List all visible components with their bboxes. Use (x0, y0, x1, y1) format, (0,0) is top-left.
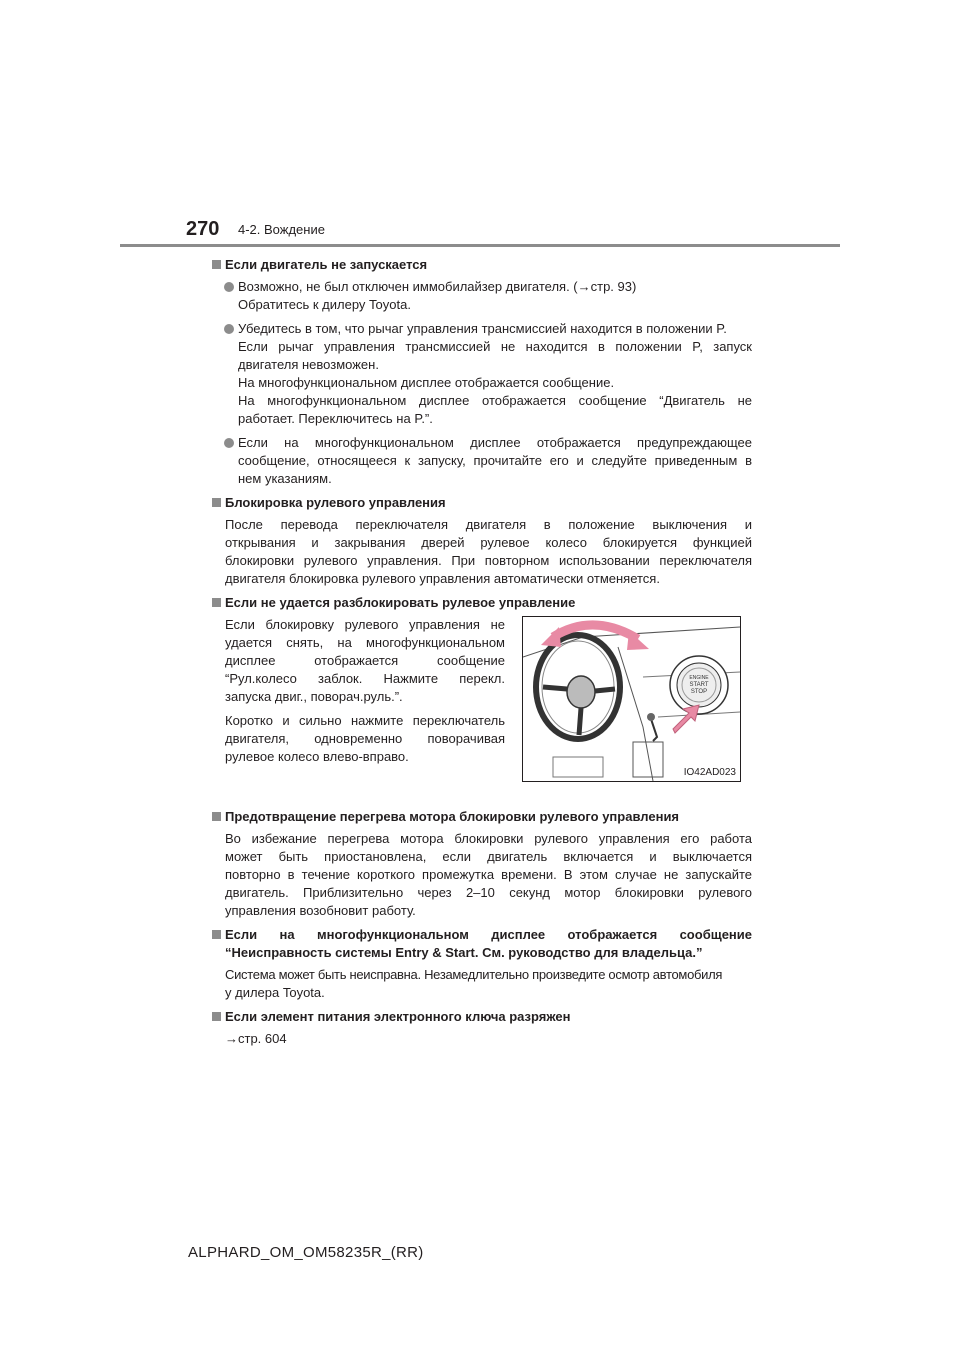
push-arrow-icon (673, 705, 699, 733)
steering-wheel-icon (536, 635, 620, 739)
text-line: После перевода переключателя двигателя в положение выключения и (225, 517, 752, 532)
figure-text (225, 616, 505, 772)
section-title: 4-2. Вождение (238, 222, 325, 237)
text-line: На многофункциональном дисплее отображается сообщение. (238, 375, 615, 390)
heading-entry-start-malfunction (212, 926, 752, 962)
heading-overheat-prevention: Предотвращение перегрева мотора блокировки рулевого управления (212, 808, 752, 826)
text-line: Возможно, не был отключен иммобилайзер двигателя. (→стр. 93) (238, 279, 637, 294)
footer-code: ALPHARD_OM_OM58235R_(RR) (188, 1244, 424, 1261)
paragraph-steering-lock (212, 516, 752, 588)
text-line: запуска двиг., поворач.руль.”. (225, 689, 403, 704)
text-line: двигателя невозможен. (238, 357, 379, 372)
bullet-immobilizer (212, 278, 752, 314)
page-number: 270 (186, 218, 220, 240)
text-line: Обратитесь к дилеру Toyota. (238, 297, 411, 312)
text-line: “Рул.колесо заблок. Нажмите перекл. (225, 671, 505, 686)
heading-engine-not-starting: Если двигатель не запускается (212, 256, 752, 274)
text-line: Если рычаг управления трансмиссией не находится в положении P, запуск (238, 339, 752, 354)
text-line: повторно в течение короткого промежутка времени. В этом случае не запускайте (225, 867, 752, 882)
text-line: удается снять, на многофункциональном (225, 635, 505, 650)
figure-code: IO42AD023 (683, 767, 736, 778)
text-line: Если на многофункциональном дисплее отображается сообщение (225, 927, 752, 942)
text-line: может быть приостановлена, если двигатель включается и выключается (225, 849, 752, 864)
paragraph-overheat (212, 830, 752, 920)
heading-key-battery: Если элемент питания электронного ключа разряжен (212, 1008, 752, 1026)
page-reference (212, 1030, 752, 1048)
text-line: нем указаниям. (238, 471, 332, 486)
text-line: “Неисправность системы Entry & Start. См. руководство для владельца.” (225, 945, 703, 960)
text-line: блокировки рулевого управления. При повторном использовании переключателя (225, 553, 752, 568)
paragraph-unlock-message (225, 616, 505, 706)
button-label: START (689, 682, 709, 688)
page-content (212, 256, 752, 1054)
text-line: управления возобновит работу. (225, 903, 416, 918)
text-line: Коротко и сильно нажмите переключатель (225, 713, 505, 728)
bullet-shift-lever (212, 320, 752, 428)
text-line: Система может быть неисправна. Незамедлительно произведите осмотр автомобиля (225, 967, 723, 982)
text-line: Если блокировку рулевого управления не (225, 617, 505, 632)
heading-unlock-steering: Если не удается разблокировать рулевое управление (212, 594, 752, 612)
text-line: двигатель. Приблизительно через 2–10 секунд мотор блокировки рулевого (225, 885, 752, 900)
bullet-warning-message (212, 434, 752, 488)
heading-steering-lock: Блокировка рулевого управления (212, 494, 752, 512)
text-line: Убедитесь в том, что рычаг управления трансмиссией находится в положении P. (238, 321, 727, 336)
reference-link: →стр. 604 (225, 1031, 287, 1046)
text-line: двигателя блокировка рулевого управления автоматически отменяется. (225, 571, 660, 586)
text-line: у дилера Toyota. (225, 985, 325, 1000)
figure-row (212, 616, 752, 802)
text-line: дисплее отображается сообщение (225, 653, 505, 668)
text-line: Во избежание перегрева мотора блокировки рулевого управления его работа (225, 831, 752, 846)
paragraph-entry-start (212, 966, 752, 1002)
text-line: открывания и закрывания дверей рулевое колесо блокируется функцией (225, 535, 752, 550)
paragraph-unlock-action (225, 712, 505, 766)
button-label: ENGINE (689, 675, 709, 681)
text-line: рулевое колесо влево-вправо. (225, 749, 409, 764)
text-line: На многофункциональном дисплее отображается сообщение “Двигатель не (238, 393, 752, 408)
button-label: STOP (690, 689, 708, 695)
text-line: сообщение, относящееся к запуску, прочитайте его и следуйте приведенным в (238, 453, 752, 468)
steering-figure (522, 616, 741, 782)
text-line: работает. Переключитесь на P.”. (238, 411, 433, 426)
text-line: Если на многофункциональном дисплее отображается предупреждающее (238, 435, 752, 450)
steering-illustration (523, 617, 740, 781)
header-rule (120, 244, 840, 247)
text-line: двигателя, одновременно поворачивая (225, 731, 505, 746)
